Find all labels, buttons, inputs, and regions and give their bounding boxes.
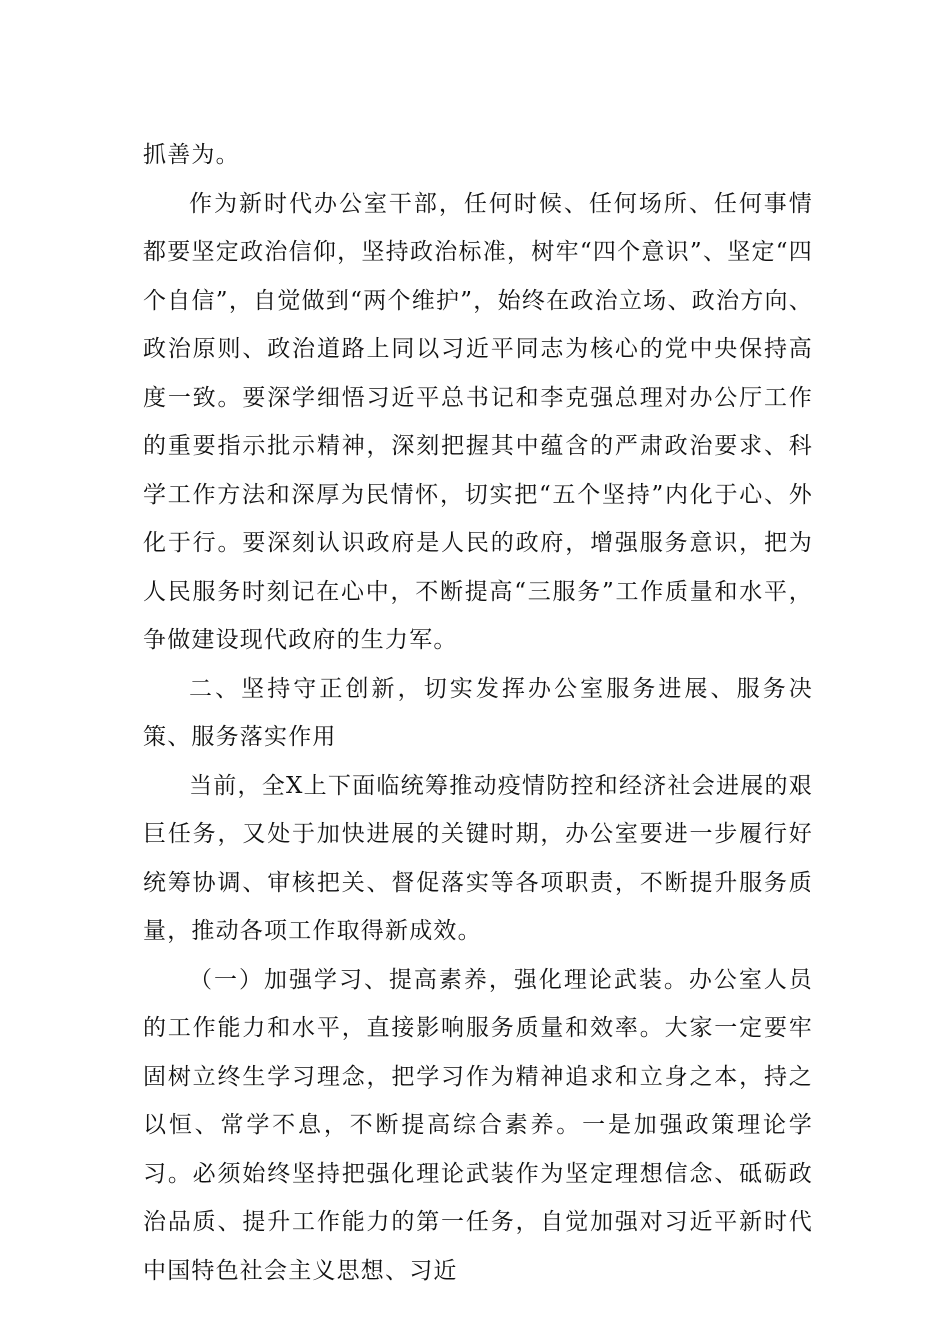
section-heading-2: 二、坚持守正创新，切实发挥办公室服务进展、服务决策、服务落实作用	[143, 675, 813, 750]
paragraph-continuation: 抓善为。	[143, 142, 240, 168]
paragraph-current-situation: 当前，全X上下面临统筹推动疫情防控和经济社会进展的艰巨任务，又处于加快进展的关键时期，办公室要进一步履行好统筹协调、审核把关、督促落实等各项职责，不断提升服务质量，推动各项工作取得新成效。	[143, 772, 813, 944]
paragraph-study-literacy: （一）加强学习、提高素养，强化理论武装。办公室人员的工作能力和水平，直接影响服务质量和效率。大家一定要牢固树立终生学习理念，把学习作为精神追求和立身之本，持之以恒、常学不息，不断提高综合素养。一是加强政策理论学习。必须始终坚持把强化理论武装作为坚定理想信念、砥砺政治品质、提升工作能力的第一任务，自觉加强对习近平新时代中国特色社会主义思想、习近	[143, 966, 813, 1284]
paragraph-political-stance: 作为新时代办公室干部，任何时候、任何场所、任何事情都要坚定政治信仰，坚持政治标准，树牢“四个意识”、坚定“四个自信”，自觉做到“两个维护”，始终在政治立场、政治方向、政治原则、政治道路上同以习近平同志为核心的党中央保持高度一致。要深学细悟习近平总书记和李克强总理对办公厅工作的重要指示批示精神，深刻把握其中蕴含的严肃政治要求、科学工作方法和深厚为民情怀，切实把“五个坚持”内化于心、外化于行。要深刻认识政府是人民的政府，增强服务意识，把为人民服务时刻记在心中，不断提高“三服务”工作质量和水平，争做建设现代政府的生力军。	[143, 190, 813, 653]
document-body	[143, 131, 813, 1295]
